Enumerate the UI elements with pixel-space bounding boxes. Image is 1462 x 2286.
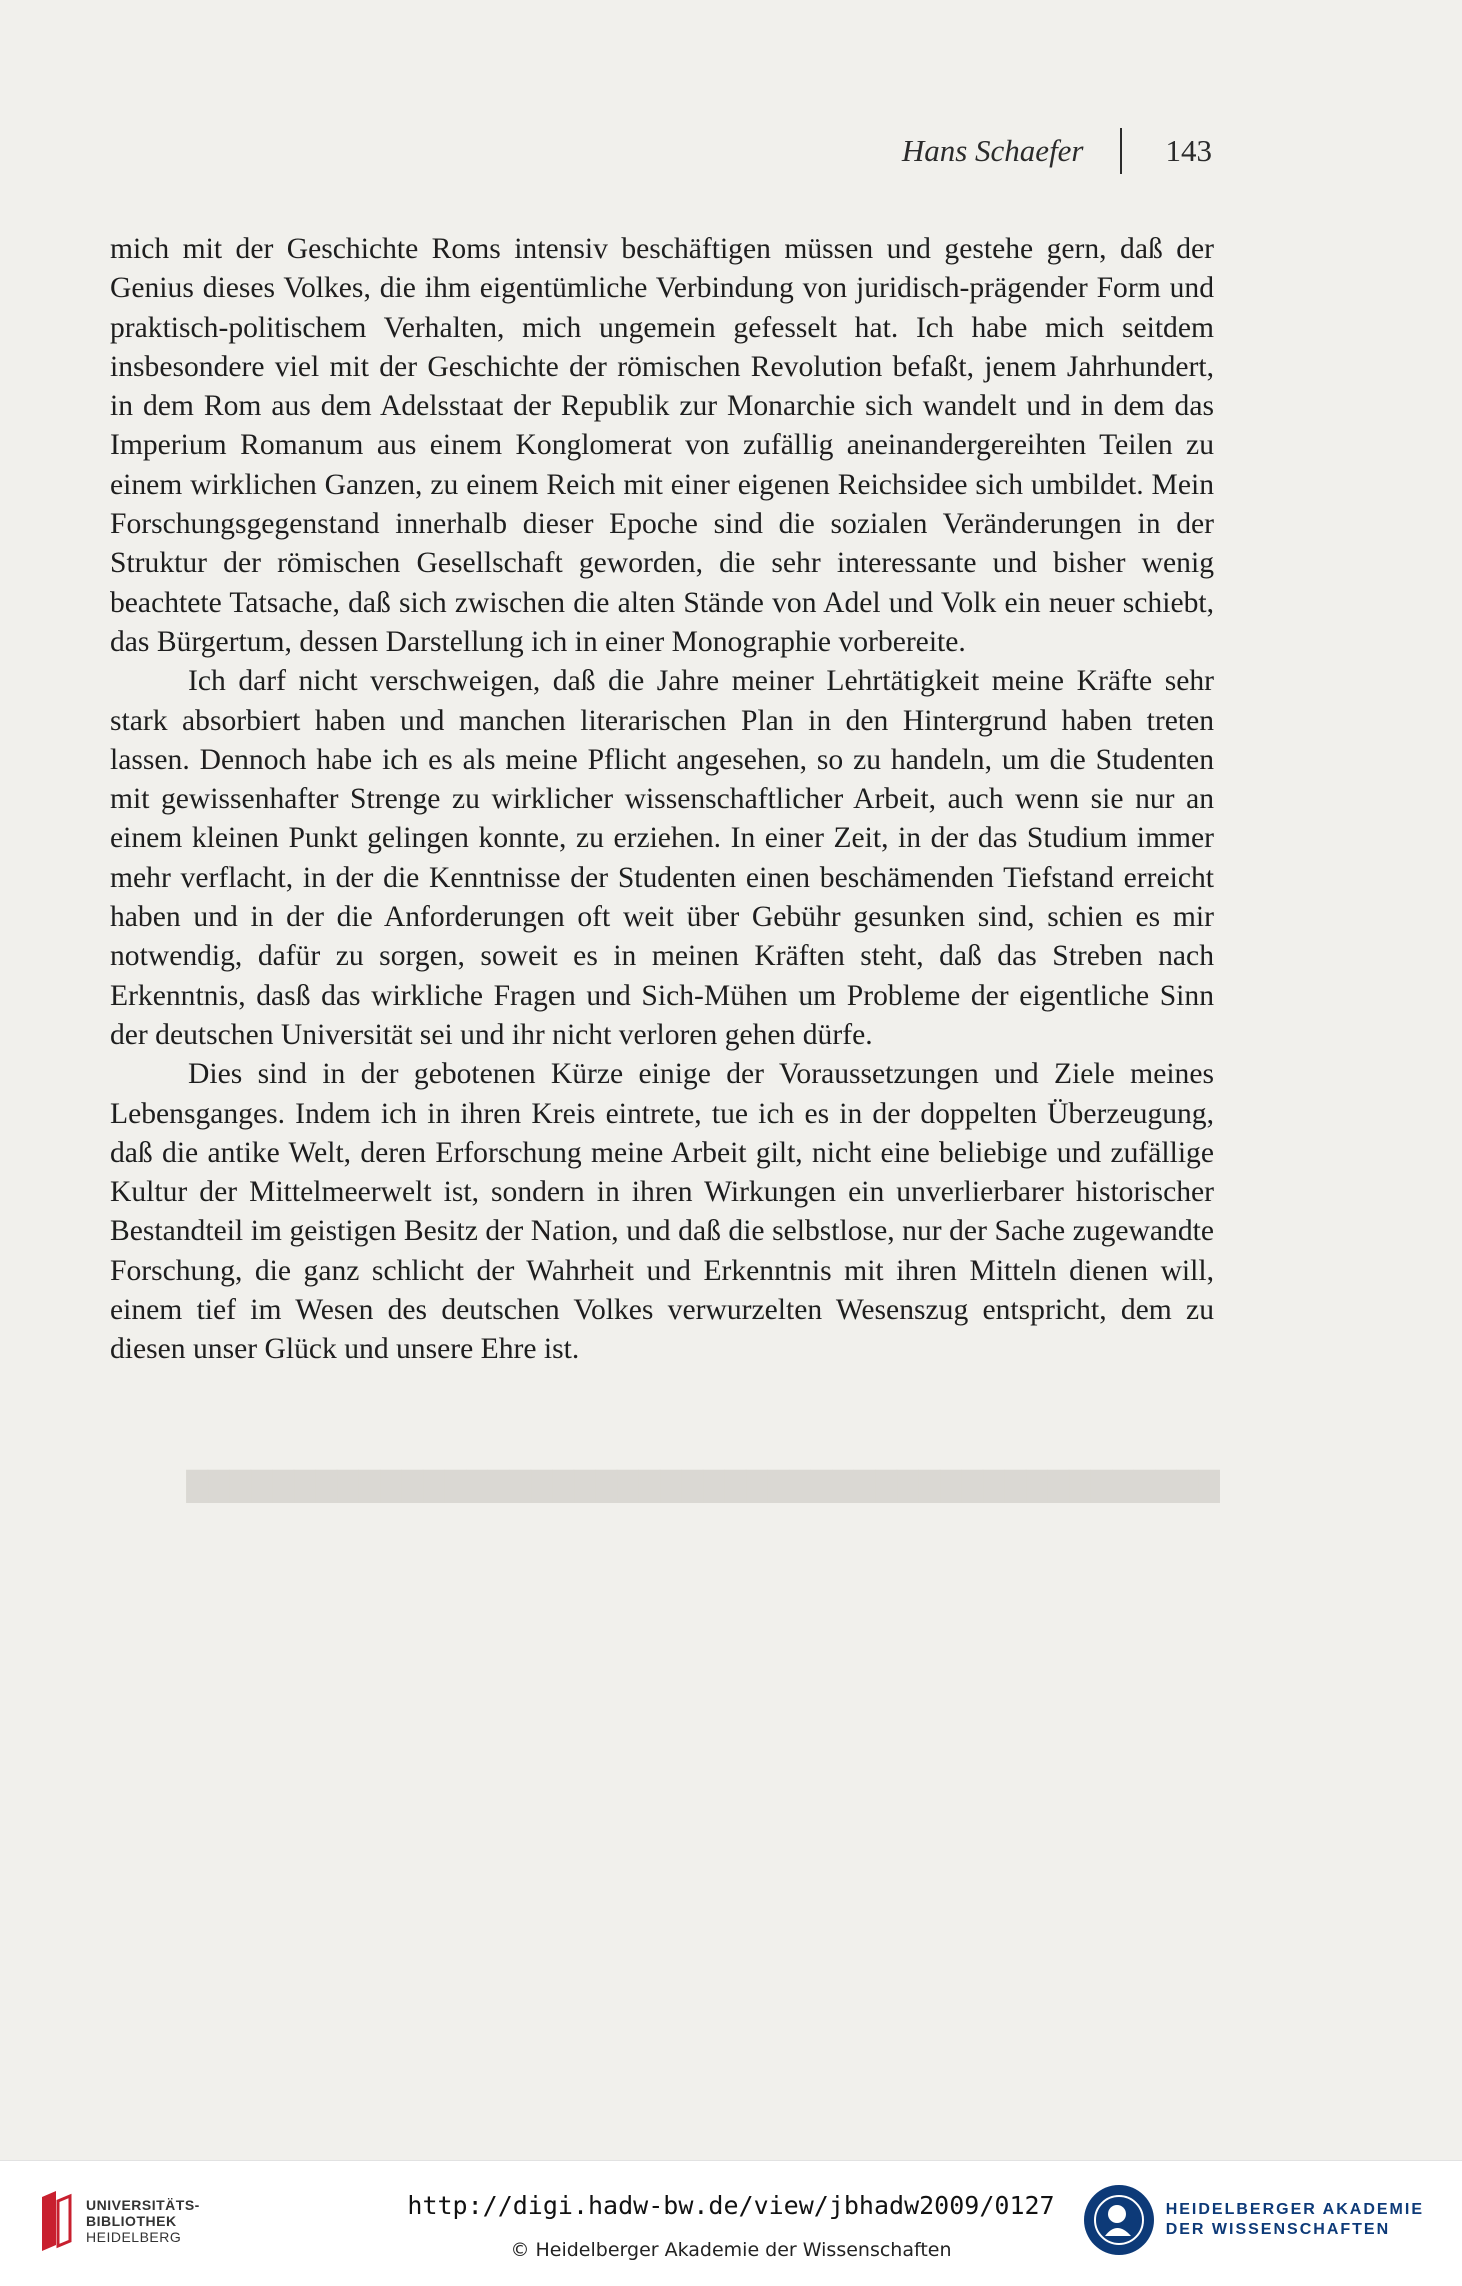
hadw-logo-line-1: HEIDELBERGER AKADEMIE — [1165, 2201, 1424, 2218]
page-number: 143 — [1165, 133, 1212, 168]
hadw-logo[interactable] — [1084, 2185, 1424, 2255]
hadw-logo-line-2: DER WISSENSCHAFTEN — [1165, 2221, 1391, 2238]
running-header — [902, 128, 1212, 174]
ub-logo-line-1: UNIVERSITÄTS- — [86, 2197, 200, 2213]
header-divider — [1120, 128, 1122, 174]
paragraph-3: Dies sind in der gebotenen Kürze einige der Voraussetzungen und Ziele meines Lebensganges. Indem ich in ihren Kreis eintrete, tue ich es in der doppelten Überzeugung, daß die antike Welt, deren Erforschung meine Arbeit gilt, nicht eine beliebige und zufällige Kultur der Mittelmeerwelt ist, sondern in ihren Wirkungen ein unverlierbarer historischer Bestandteil im geistigen Besitz der Nation, und daß die selbstlose, nur der Sache zugewandte Forschung, die ganz schlicht der Wahrheit und Erkenntnis mit ihren Mitteln dienen will, einem tief im Wesen des deutschen Volkes verwurzelten Wesenszug entspricht, dem zu diesen unser Glück und unsere Ehre ist. — [110, 1058, 1214, 1366]
ub-logo-line-2: BIBLIOTHEK — [86, 2213, 177, 2229]
paragraph-1: mich mit der Geschichte Roms intensiv beschäftigen müssen und gestehe gern, daß der Genius dieses Volkes, die ihm eigentümliche Verbindung von juridisch-prägender Form und praktisch-politischem Verhalten, mich ungemein gefesselt hat. Ich habe mich seitdem insbesondere viel mit der Geschichte der römischen Revolution befaßt, jenem Jahrhundert, in dem Rom aus dem Adelsstaat der Republik zur Monarchie sich wandelt und in dem das Imperium Romanum aus einem Konglomerat von zufällig aneinandergereihten Teilen zu einem wirklichen Ganzen, zu einem Reich mit einer eigenen Reichsidee sich umbildet. Mein Forschungsgegenstand innerhalb dieser Epoche sind die sozialen Veränderungen in der Struktur der römischen Gesellschaft geworden, die sehr interessante und bisher wenig beachtete Tatsache, daß sich zwischen die alten Stände von Adel und Volk ein neuer schiebt, das Bürgertum, dessen Darstellung ich in einer Monographie vorbereite. — [110, 233, 1214, 658]
academy-seal-icon — [1084, 2185, 1154, 2255]
hadw-logo-text — [1166, 2200, 1424, 2240]
viewer-footer — [0, 2160, 1462, 2286]
body-text — [110, 230, 1214, 1370]
copyright-notice: © Heidelberger Akademie der Wissenschaften — [510, 2239, 952, 2261]
permalink-url[interactable]: http://digi.hadw-bw.de/view/jbhadw2009/0127 — [407, 2191, 1055, 2220]
ub-logo-line-3: HEIDELBERG — [86, 2229, 182, 2245]
show-through-texture: ████████████████████████████████████████████████ — [186, 1470, 1220, 1503]
header-author: Hans Schaefer — [901, 133, 1084, 168]
paragraph-2: Ich darf nicht verschweigen, daß die Jahre meiner Lehrtätigkeit meine Kräfte sehr stark absorbiert haben und manchen literarischen Plan in den Hintergrund haben treten lassen. Dennoch habe ich es als meine Pflicht angesehen, so zu handeln, um die Studenten mit gewissenhafter Strenge zu wirklicher wissenschaftlicher Arbeit, auch wenn sie nur an einem kleinen Punkt gelingen konnte, zu erziehen. In einer Zeit, in der das Studium immer mehr verflacht, in der die Kenntnisse der Studenten einen beschämenden Tiefstand erreicht haben und in der die Anforderungen oft weit über Gebühr gesunken sind, schien es mir notwendig, dafür zu sorgen, soweit es in meinen Kräften steht, daß das Streben nach Erkenntnis, dasß das wirkliche Fragen und Sich-Mühen um Probleme der eigentliche Sinn der deutschen Universität sei und ihr nicht verloren gehen dürfe. — [110, 665, 1214, 1051]
seal-portrait-icon — [1093, 2194, 1145, 2246]
